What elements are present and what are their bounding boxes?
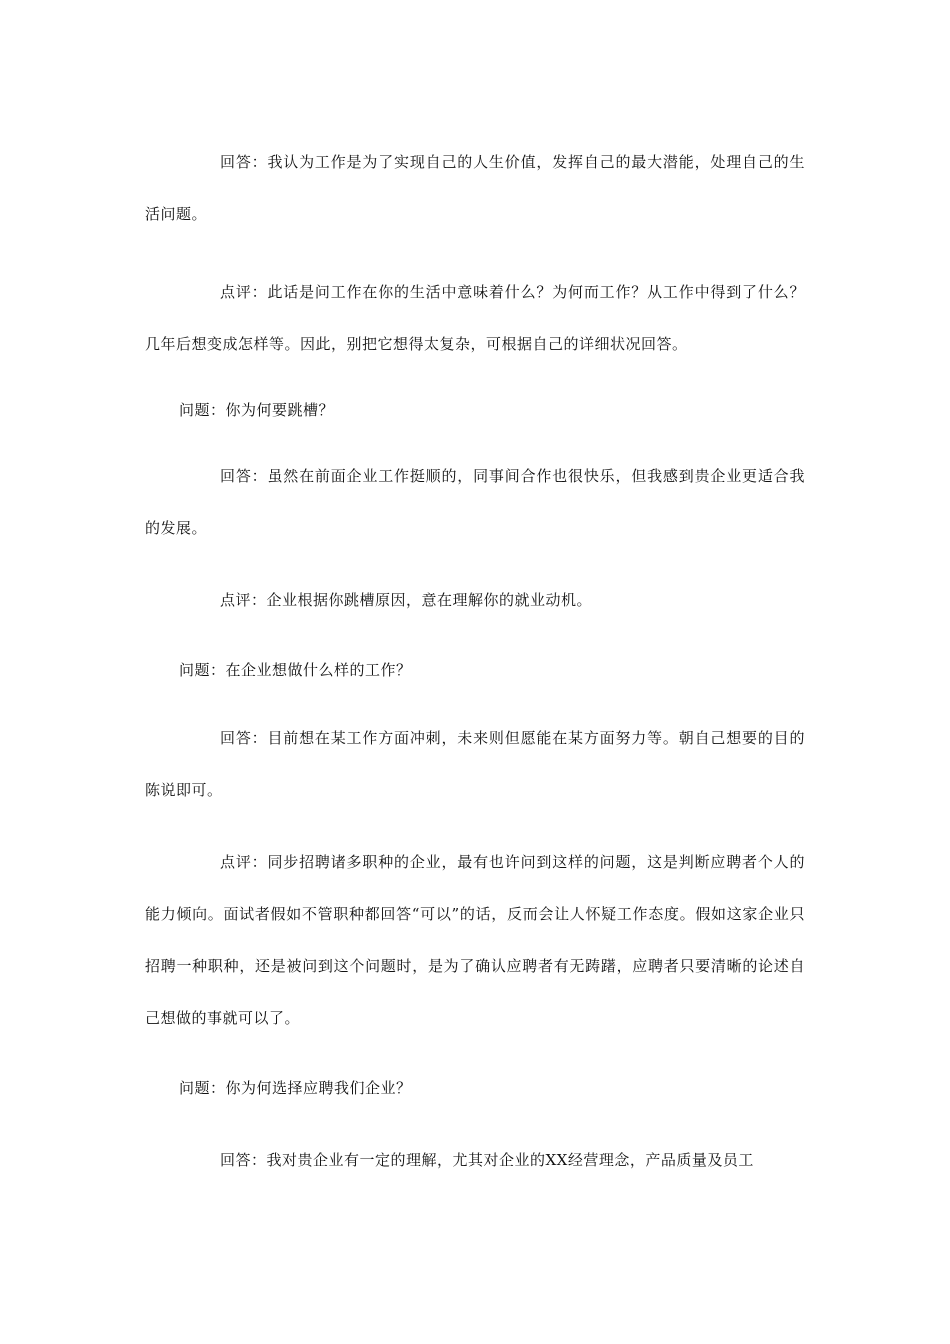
answer-paragraph: 回答：目前想在某工作方面冲刺，未来则但愿能在某方面努力等。朝自己想要的目的陈说即可。 bbox=[145, 729, 805, 799]
answer-paragraph: 回答：我对贵企业有一定的理解，尤其对企业的XX经营理念，产品质量及员工 bbox=[220, 1151, 754, 1169]
question-paragraph: 问题：在企业想做什么样的工作？ bbox=[179, 661, 412, 679]
comment-paragraph: 点评：企业根据你跳槽原因，意在理解你的就业动机。 bbox=[220, 591, 593, 609]
question-paragraph: 问题：你为何要跳槽？ bbox=[179, 401, 335, 419]
question-paragraph: 问题：你为何选择应聘我们企业？ bbox=[179, 1079, 412, 1097]
comment-paragraph: 点评：此话是问工作在你的生活中意味着什么？为何而工作？从工作中得到了什么？几年后想变成怎样等。因此，别把它想得太复杂，可根据自己的详细状况回答。 bbox=[145, 283, 805, 353]
answer-paragraph: 回答：我认为工作是为了实现自己的人生价值，发挥自己的最大潜能，处理自己的生活问题。 bbox=[145, 153, 805, 223]
comment-paragraph: 点评：同步招聘诸多职种的企业，最有也许问到这样的问题，这是判断应聘者个人的能力倾向。面试者假如不管职种都回答“可以”的话，反而会让人怀疑工作态度。假如这家企业只招聘一种职种，还是被问到这个问题时，是为了确认应聘者有无踌躇，应聘者只要清晰的论述自己想做的事就可以了。 bbox=[145, 853, 805, 1027]
answer-paragraph: 回答：虽然在前面企业工作挺顺的，同事间合作也很快乐，但我感到贵企业更适合我的发展。 bbox=[145, 467, 805, 537]
